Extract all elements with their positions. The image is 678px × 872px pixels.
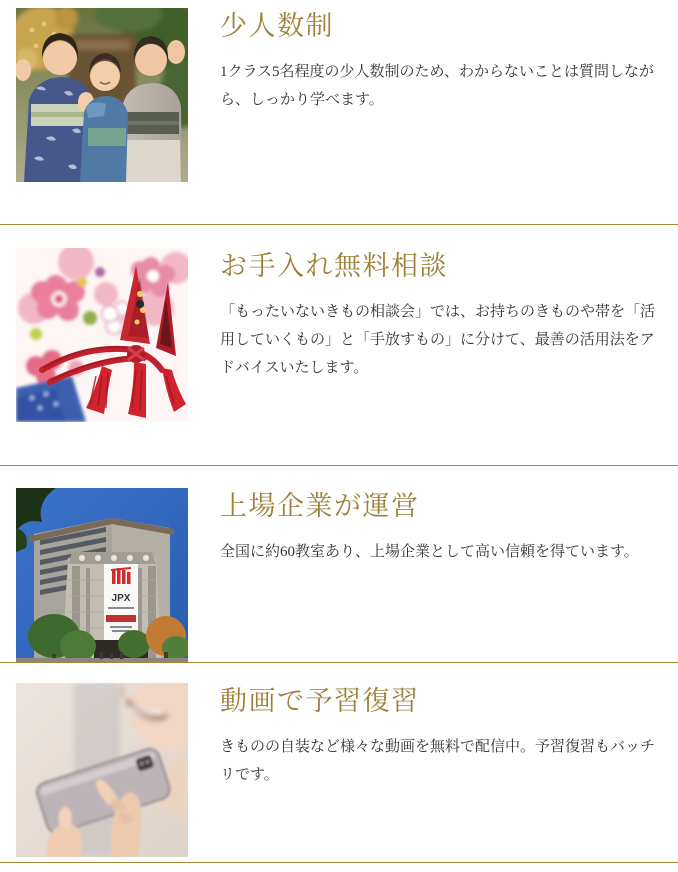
feature-title: 少人数制: [220, 11, 334, 41]
smartphone-video-photo: [16, 683, 188, 857]
feature-copy: [220, 683, 664, 789]
kimono-fabric-image: [16, 248, 188, 422]
kimono-students-photo: [16, 8, 188, 182]
feature-title: 動画で予習復習: [220, 686, 420, 716]
kimono-fabric-photo: [16, 248, 188, 422]
feature-title: お手入れ無料相談: [220, 251, 448, 281]
feature-title: 上場企業が運営: [220, 491, 420, 521]
jpx-building-image: [16, 488, 188, 662]
feature-description: きものの自装など様々な動画を無料で配信中。予習復習もバッチリです。: [220, 739, 656, 784]
smartphone-video-image: [16, 683, 188, 857]
feature-copy: [220, 8, 664, 114]
kimono-students-image: [16, 8, 188, 182]
feature-description: 全国に約60教室あり、上場企業として高い信頼を得ています。: [220, 544, 639, 561]
feature-row-free-consultation: [0, 225, 678, 466]
feature-description: 1クラス5名程度の少人数制のため、わからないことは質問しながら、しっかり学べます。: [220, 64, 654, 109]
feature-copy: [220, 248, 664, 382]
feature-row-small-class: [0, 0, 678, 225]
feature-copy: [220, 488, 664, 566]
feature-row-video-learning: [0, 663, 678, 863]
feature-description: 「もったいないきもの相談会」では、お持ちのきものや帯を「活用していくもの」と「手放すもの」に分けて、最善の活用法をアドバイスいたします。: [220, 304, 656, 377]
jpx-building-photo: [16, 488, 188, 662]
feature-row-listed-company: [0, 466, 678, 663]
jpx-banner-text: JPX: [111, 593, 131, 604]
